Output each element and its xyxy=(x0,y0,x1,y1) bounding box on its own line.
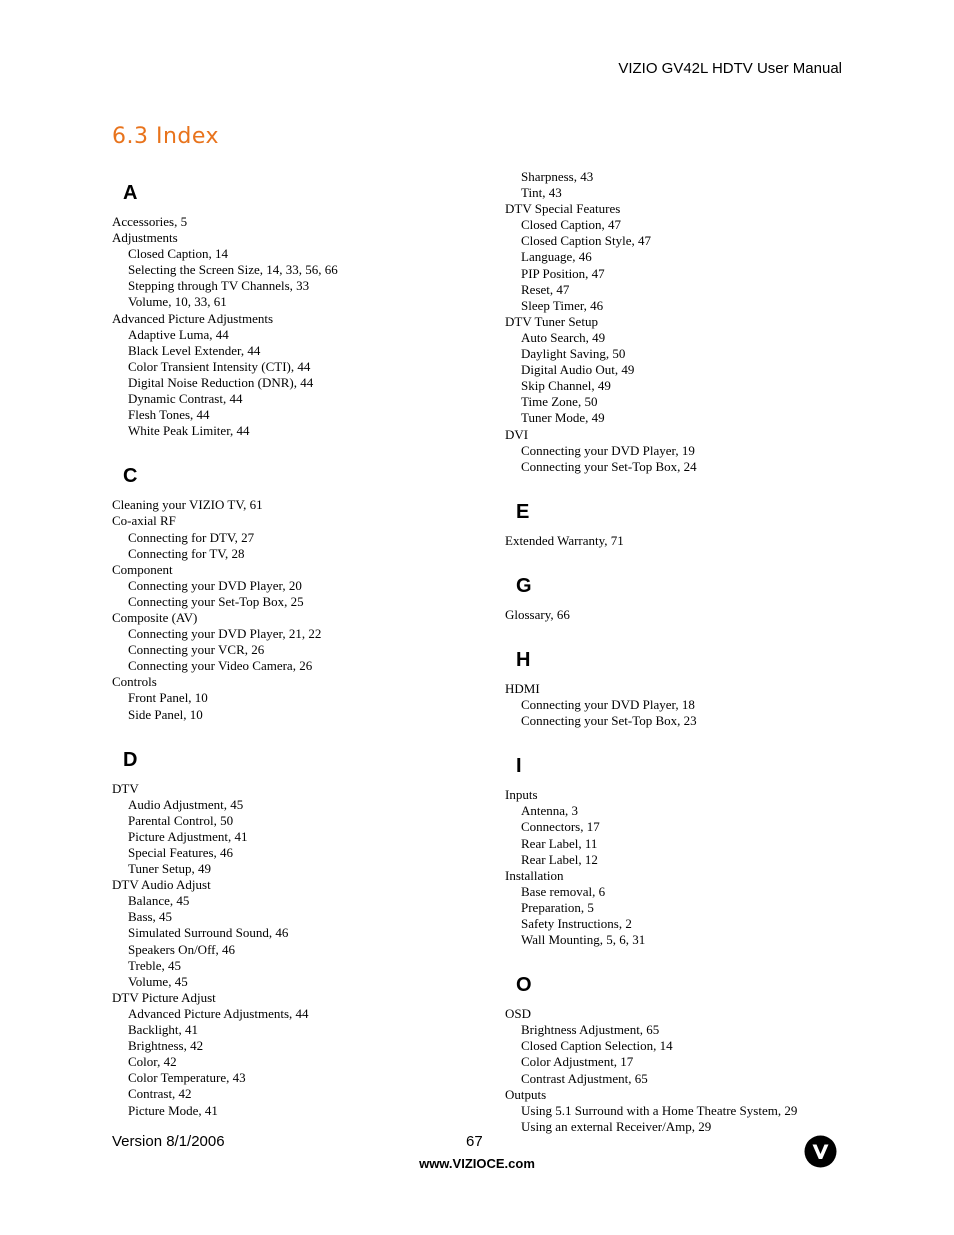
index-subentry: Skip Channel, 49 xyxy=(521,378,611,394)
index-entry: Controls xyxy=(112,674,157,690)
index-subentry: Balance, 45 xyxy=(128,893,190,909)
index-letter-heading: D xyxy=(123,748,138,771)
index-subentry: Contrast, 42 xyxy=(128,1086,192,1102)
index-subentry: Safety Instructions, 2 xyxy=(521,916,632,931)
index-column-right xyxy=(505,169,885,1135)
index-subentry: Speakers On/Off, 46 xyxy=(128,941,235,957)
index-subentry: Connecting your DVD Player, 19 xyxy=(521,442,695,458)
index-letter-heading: E xyxy=(516,500,530,523)
index-entry: DVI xyxy=(505,426,529,442)
index-subentry: PIP Position, 47 xyxy=(521,265,605,281)
index-subentry: Digital Audio Out, 49 xyxy=(521,362,635,378)
index-subentry: Parental Control, 50 xyxy=(128,812,234,828)
index-subentry: Dynamic Contrast, 44 xyxy=(128,391,243,407)
index-subentry: Connecting your DVD Player, 21, 22 xyxy=(128,626,322,642)
index-letter-heading: C xyxy=(123,465,138,488)
index-subentry: Rear Label, 11 xyxy=(521,835,598,851)
index-subentry: Tuner Mode, 49 xyxy=(521,410,605,426)
index-subentry: Audio Adjustment, 45 xyxy=(128,796,244,812)
index-subentry: Time Zone, 50 xyxy=(521,394,598,410)
index-subentry: Picture Adjustment, 41 xyxy=(128,828,248,844)
index-subentry: Auto Search, 49 xyxy=(521,329,606,345)
index-subentry: Preparation, 5 xyxy=(521,899,594,915)
index-subentry: Color Transient Intensity (CTI), 44 xyxy=(128,358,311,374)
vizio-v-logo-icon xyxy=(804,1135,837,1168)
index-subentry: Bass, 45 xyxy=(128,909,173,925)
index-letter-heading: I xyxy=(516,755,522,778)
index-subentry: Using 5.1 Surround with a Home Theatre System, 29 xyxy=(521,1102,798,1118)
index-subentry: Tuner Setup, 49 xyxy=(128,861,211,877)
index-subentry: Contrast Adjustment, 65 xyxy=(521,1070,648,1086)
index-subentry: Color Adjustment, 17 xyxy=(521,1054,634,1070)
index-entry: Glossary, 66 xyxy=(505,606,570,622)
index-entry: Accessories, 5 xyxy=(112,214,188,229)
index-entry: Installation xyxy=(505,867,564,883)
index-subentry: Connecting your DVD Player, 20 xyxy=(128,577,302,593)
index-subentry: Closed Caption Style, 47 xyxy=(521,233,651,249)
index-subentry: Advanced Picture Adjustments, 44 xyxy=(128,1005,309,1021)
index-entry: DTV Audio Adjust xyxy=(112,877,211,893)
index-subentry: Volume, 45 xyxy=(128,973,188,989)
index-subentry: Connecting your VCR, 26 xyxy=(128,642,265,658)
index-subentry: Black Level Extender, 44 xyxy=(128,342,261,358)
manual-title: VIZIO GV42L HDTV User Manual xyxy=(618,60,842,77)
index-subentry: Brightness, 42 xyxy=(128,1038,204,1054)
page-number: 67 xyxy=(466,1133,483,1150)
index-entry: Extended Warranty, 71 xyxy=(505,532,624,548)
index-subentry: Using an external Receiver/Amp, 29 xyxy=(521,1118,712,1134)
index-subentry: Connecting your DVD Player, 18 xyxy=(521,697,695,713)
index-subentry: Tint, 43 xyxy=(521,185,562,201)
index-subentry: Flesh Tones, 44 xyxy=(128,407,210,423)
index-letter-heading: H xyxy=(516,648,531,671)
index-subentry: Closed Caption, 47 xyxy=(521,217,622,233)
index-subentry: Special Features, 46 xyxy=(128,845,234,860)
index-subentry: Side Panel, 10 xyxy=(128,706,203,722)
index-subentry: Simulated Surround Sound, 46 xyxy=(128,925,289,941)
index-entry: Co-axial RF xyxy=(112,513,176,529)
index-entry: DTV Special Features xyxy=(505,201,621,217)
index-entry: OSD xyxy=(505,1006,532,1022)
index-entry: DTV Tuner Setup xyxy=(505,313,598,329)
index-subentry: Connectors, 17 xyxy=(521,819,600,835)
index-subentry: Reset, 47 xyxy=(521,281,570,297)
section-title: 6.3 Index xyxy=(112,124,220,149)
index-subentry: Treble, 45 xyxy=(128,957,181,973)
index-column-left xyxy=(112,180,492,1119)
index-subentry: Sharpness, 43 xyxy=(521,169,594,184)
index-subentry: Connecting your Set-Top Box, 24 xyxy=(521,458,697,474)
index-subentry: Connecting your Set-Top Box, 23 xyxy=(521,713,697,729)
index-subentry: Adaptive Luma, 44 xyxy=(128,326,229,342)
index-letter-heading: A xyxy=(123,182,138,204)
index-subentry: Rear Label, 12 xyxy=(521,851,598,867)
footer-url[interactable]: www.VIZIOCE.com xyxy=(419,1156,535,1171)
index-subentry: Wall Mounting, 5, 6, 31 xyxy=(521,932,646,948)
index-subentry: Selecting the Screen Size, 14, 33, 56, 66 xyxy=(128,262,338,278)
index-entry: Cleaning your VIZIO TV, 61 xyxy=(112,497,263,513)
index-subentry: Backlight, 41 xyxy=(128,1022,199,1038)
index-letter-heading: O xyxy=(516,974,532,997)
index-subentry: Daylight Saving, 50 xyxy=(521,346,626,362)
index-subentry: Closed Caption, 14 xyxy=(128,246,229,262)
index-subentry: Language, 46 xyxy=(521,249,592,265)
index-subentry: Volume, 10, 33, 61 xyxy=(128,294,227,310)
index-entry: Inputs xyxy=(505,787,538,803)
index-subentry: Color Temperature, 43 xyxy=(128,1070,246,1086)
index-subentry: Closed Caption Selection, 14 xyxy=(521,1038,673,1054)
index-entry: Component xyxy=(112,561,173,577)
index-entry: Adjustments xyxy=(112,230,178,246)
index-entry: Outputs xyxy=(505,1086,547,1102)
index-entry: DTV xyxy=(112,780,139,796)
index-subentry: Connecting your Video Camera, 26 xyxy=(128,658,313,674)
index-subentry: Front Panel, 10 xyxy=(128,690,208,706)
index-subentry: Color, 42 xyxy=(128,1054,177,1070)
index-subentry: Brightness Adjustment, 65 xyxy=(521,1022,660,1038)
index-subentry: Connecting for TV, 28 xyxy=(128,545,245,561)
index-subentry: Digital Noise Reduction (DNR), 44 xyxy=(128,374,314,390)
index-subentry: Antenna, 3 xyxy=(521,803,579,819)
index-subentry: Picture Mode, 41 xyxy=(128,1102,218,1118)
footer-version: Version 8/1/2006 xyxy=(112,1133,225,1150)
index-entry: DTV Picture Adjust xyxy=(112,989,216,1005)
index-subentry: Stepping through TV Channels, 33 xyxy=(128,278,310,294)
index-subentry: Base removal, 6 xyxy=(521,883,606,899)
index-entry: Composite (AV) xyxy=(112,609,198,625)
index-subentry: Connecting your Set-Top Box, 25 xyxy=(128,593,304,609)
index-entry: Advanced Picture Adjustments xyxy=(112,310,274,326)
index-subentry: Sleep Timer, 46 xyxy=(521,297,604,313)
index-subentry: Connecting for DTV, 27 xyxy=(128,529,255,545)
index-subentry: White Peak Limiter, 44 xyxy=(128,423,250,439)
index-entry: HDMI xyxy=(505,680,540,696)
index-letter-heading: G xyxy=(516,574,532,597)
